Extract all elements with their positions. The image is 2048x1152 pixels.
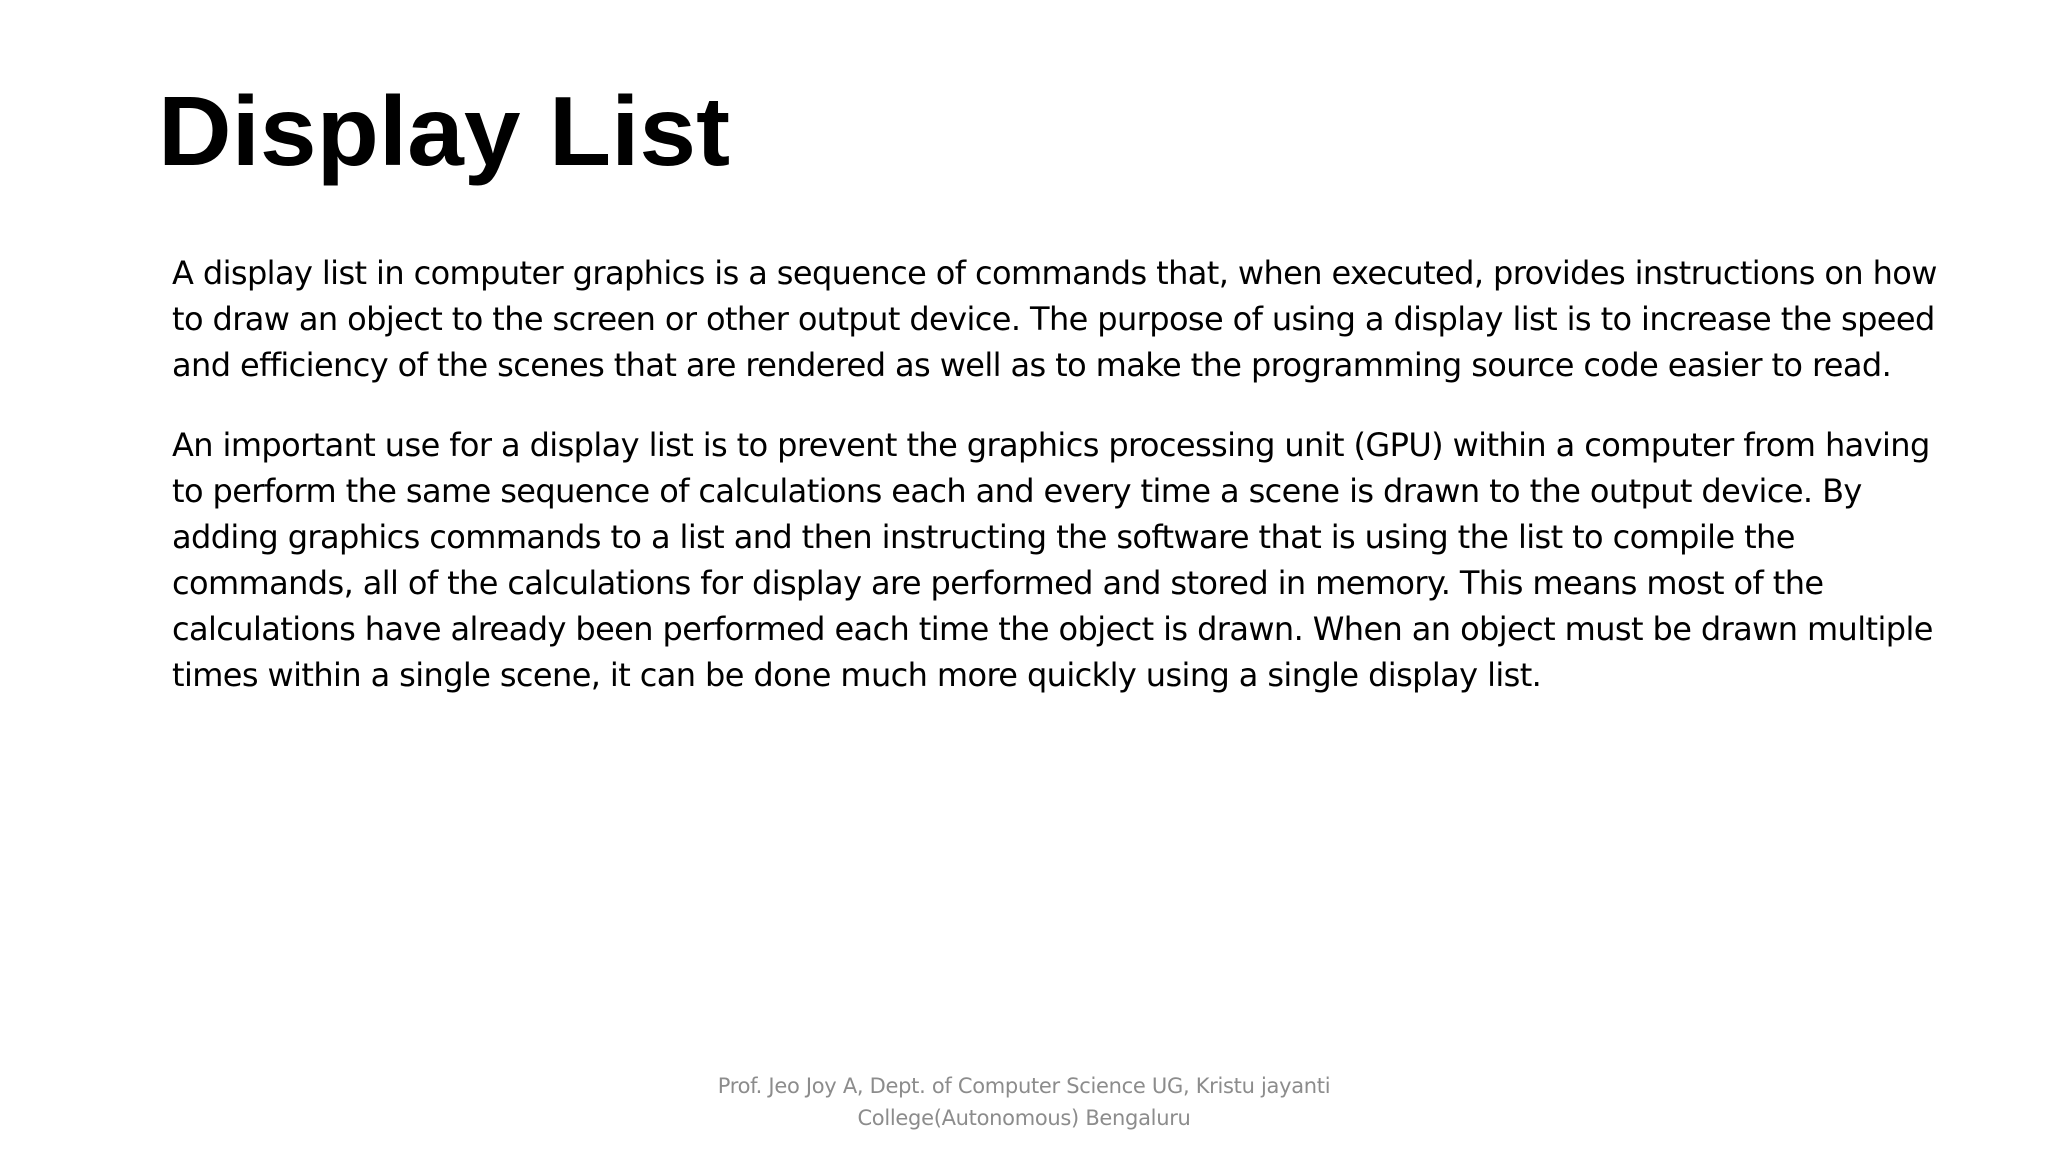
slide-body bbox=[172, 250, 1952, 732]
footer-line-2: College(Autonomous) Bengaluru bbox=[857, 1106, 1191, 1130]
paragraph-gpu-use: An important use for a display list is to prevent the graphics processing unit (GPU) within a computer from having to perform the same sequence of calculations each and every time a scene is drawn to the output device. By adding graphics commands to a list and then instructing the software that is using the list to compile the commands, all of the calculations for display are performed and stored in memory. This means most of the calculations have already been performed each time the object is drawn. When an object must be drawn multiple times within a single scene, it can be done much more quickly using a single display list. bbox=[172, 426, 1933, 694]
paragraph-definition: A display list in computer graphics is a sequence of commands that, when executed, provides instructions on how to draw an object to the screen or other output device. The purpose of using a display list is to increase the speed and efficiency of the scenes that are rendered as well as to make the programming source code easier to read. bbox=[172, 254, 1937, 384]
footer-line-1: Prof. Jeo Joy A, Dept. of Computer Science UG, Kristu jayanti bbox=[717, 1074, 1331, 1098]
slide-title: Display List bbox=[158, 76, 731, 186]
slide-footer bbox=[624, 1070, 1424, 1134]
